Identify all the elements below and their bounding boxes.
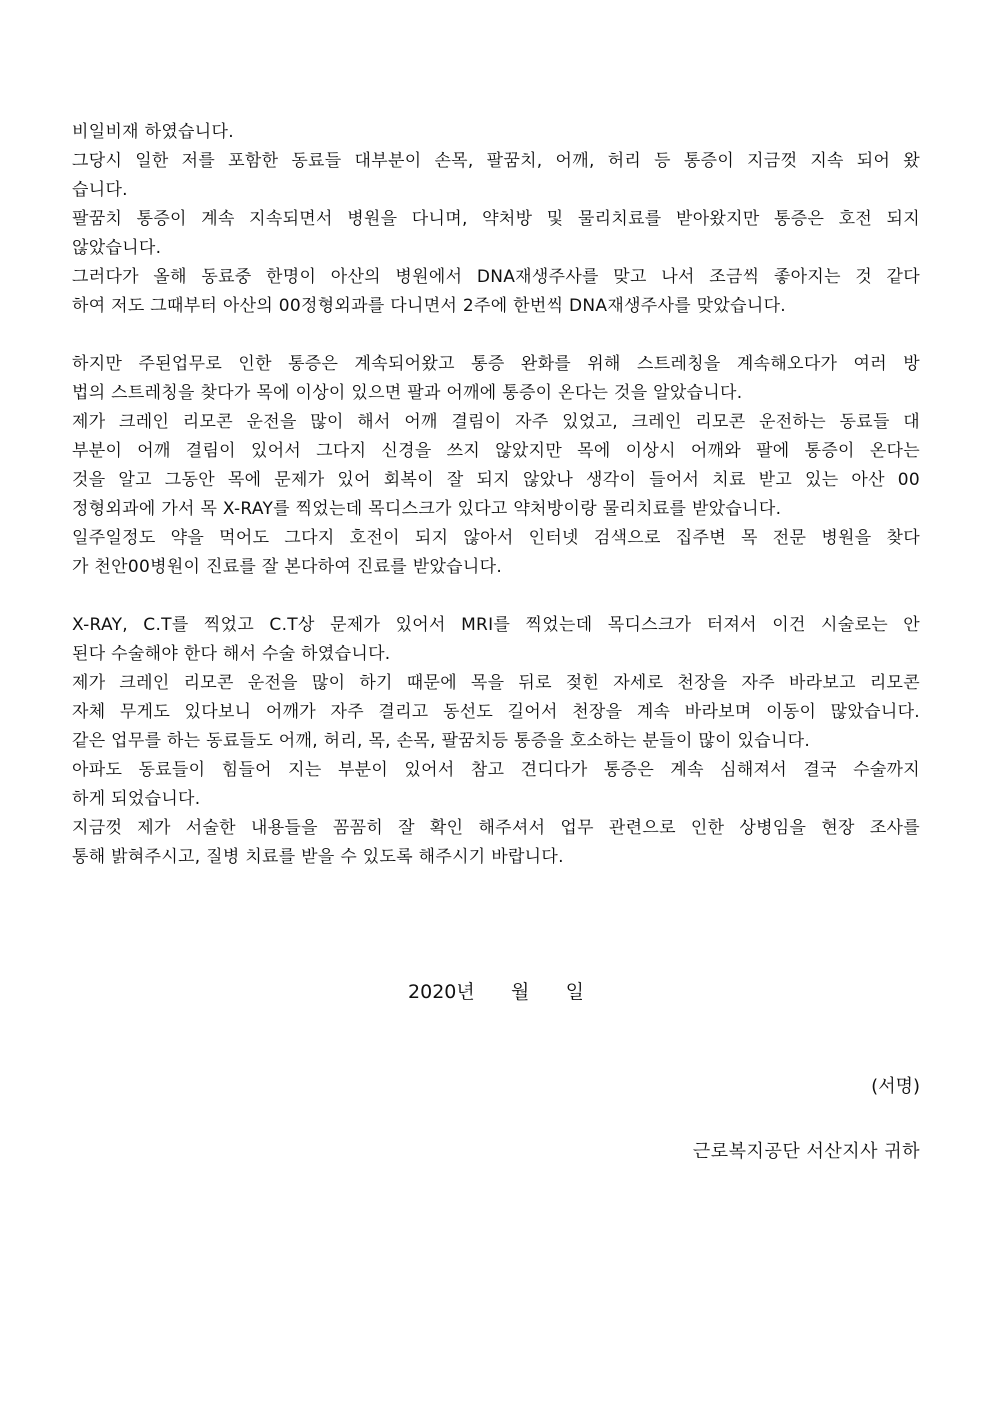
text-line: 않았습니다. bbox=[72, 238, 162, 258]
text-line: 같은 업무를 하는 동료들도 어깨, 허리, 목, 손목, 팔꿈치등 통증을 호소하는 분들이 많이 있습니다. bbox=[72, 731, 811, 751]
text-line: 하지만 주된업무로 인한 통증은 계속되어왔고 통증 완화를 위해 스트레칭을 계속해오다가 여러 방 bbox=[72, 354, 920, 374]
text-line: 통해 밝혀주시고, 질병 치료를 받을 수 있도록 해주시기 바랍니다. bbox=[72, 847, 564, 867]
text-line: 제가 크레인 리모콘 운전을 많이 하기 때문에 목을 뒤로 젖힌 자세로 천장을 자주 바라보고 리모콘 bbox=[72, 673, 920, 693]
paragraph-spacer bbox=[72, 582, 920, 611]
date-line: 2020년 월 일 bbox=[408, 981, 584, 1003]
text-line: 가 천안00병원이 진료를 잘 본다하여 진료를 받았습니다. bbox=[72, 557, 503, 577]
text-line: 하게 되었습니다. bbox=[72, 789, 201, 809]
paragraph-2 bbox=[72, 350, 920, 582]
paragraph-spacer bbox=[72, 321, 920, 350]
document-body bbox=[72, 118, 920, 872]
paragraph-3 bbox=[72, 611, 920, 872]
text-line: 아파도 동료들이 힘들어 지는 부분이 있어서 참고 견디다가 통증은 계속 심해져서 결국 수술까지 bbox=[72, 760, 920, 780]
text-line: 그당시 일한 저를 포함한 동료들 대부분이 손목, 팔꿈치, 어깨, 허리 등 통증이 지금껏 지속 되어 왔 bbox=[72, 151, 920, 171]
text-line: 부분이 어깨 결림이 있어서 그다지 신경을 쓰지 않았지만 목에 이상시 어깨와 팔에 통증이 온다는 bbox=[72, 441, 920, 461]
text-line: 것을 알고 그동안 목에 문제가 있어 회복이 잘 되지 않았나 생각이 들어서 치료 받고 있는 아산 00 bbox=[72, 470, 920, 490]
text-line: 법의 스트레칭을 찾다가 목에 이상이 있으면 팔과 어깨에 통증이 온다는 것을 알았습니다. bbox=[72, 383, 743, 403]
text-line: 비일비재 하였습니다. bbox=[72, 122, 234, 142]
text-line: 지금껏 제가 서술한 내용들을 꼼꼼히 잘 확인 해주셔서 업무 관련으로 인한 상병임을 현장 조사를 bbox=[72, 818, 920, 838]
addressee-line: 근로복지공단 서산지사 귀하 bbox=[692, 1141, 920, 1162]
text-line: X-RAY, C.T를 찍었고 C.T상 문제가 있어서 MRI를 찍었는데 목디스크가 터져서 이건 시술로는 안 bbox=[72, 615, 920, 635]
text-line: 일주일정도 약을 먹어도 그다지 호전이 되지 않아서 인터넷 검색으로 집주변 목 전문 병원을 찾다 bbox=[72, 528, 920, 548]
text-line: 정형외과에 가서 목 X-RAY를 찍었는데 목디스크가 있다고 약처방이랑 물리치료를 받았습니다. bbox=[72, 499, 782, 519]
text-line: 하여 저도 그때부터 아산의 00정형외과를 다니면서 2주에 한번씩 DNA재생주사를 맞았습니다. bbox=[72, 296, 786, 316]
signature-label: (서명) bbox=[871, 1076, 920, 1097]
text-line: 습니다. bbox=[72, 180, 128, 200]
text-line: 팔꿈치 통증이 계속 지속되면서 병원을 다니며, 약처방 및 물리치료를 받아왔지만 통증은 호전 되지 bbox=[72, 209, 920, 229]
text-line: 그러다가 올해 동료중 한명이 아산의 병원에서 DNA재생주사를 맞고 나서 조금씩 좋아지는 것 같다 bbox=[72, 267, 920, 287]
text-line: 된다 수술해야 한다 해서 수술 하였습니다. bbox=[72, 644, 391, 664]
paragraph-1 bbox=[72, 118, 920, 321]
text-line: 자체 무게도 있다보니 어깨가 자주 결리고 동선도 길어서 천장을 계속 바라보며 이동이 많았습니다. bbox=[72, 702, 920, 722]
text-line: 제가 크레인 리모콘 운전을 많이 해서 어깨 결림이 자주 있었고, 크레인 리모콘 운전하는 동료들 대 bbox=[72, 412, 920, 432]
